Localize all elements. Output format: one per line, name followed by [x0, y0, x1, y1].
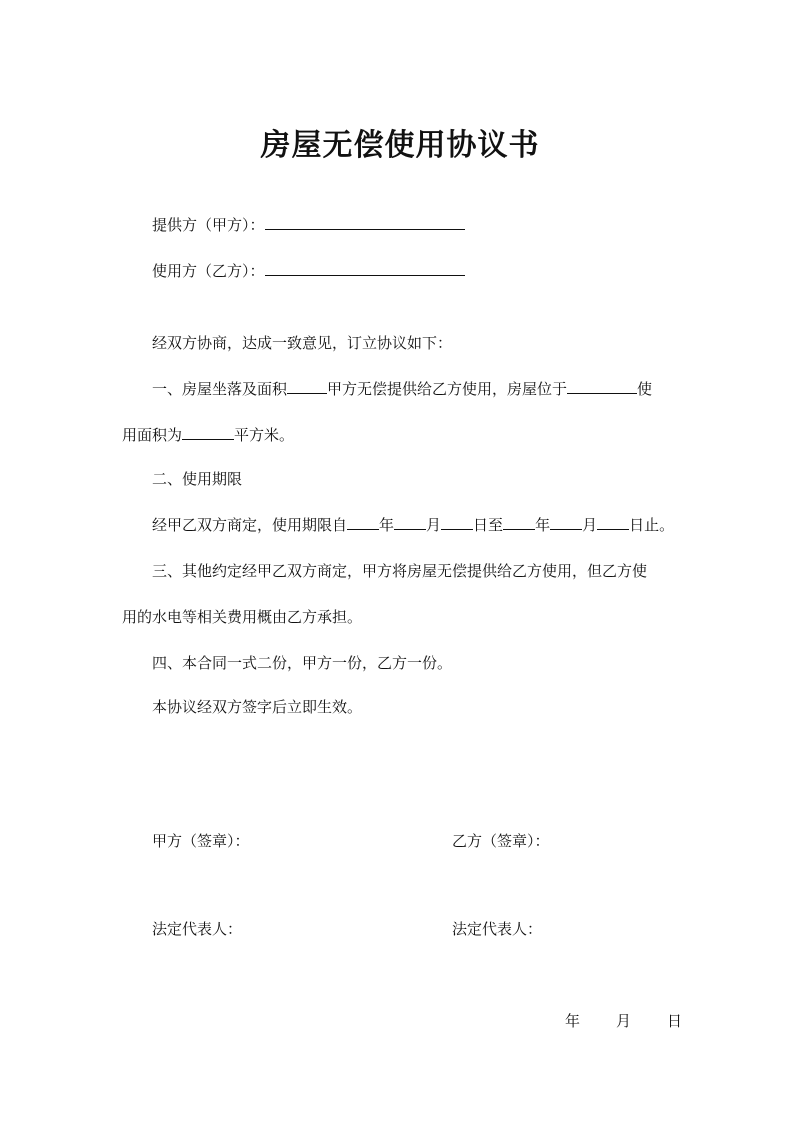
party-a-line — [152, 214, 465, 236]
start-year-blank — [347, 515, 379, 530]
clause2-body — [152, 514, 674, 536]
clause1-part5: 平方米。 — [234, 426, 295, 444]
party-b-rep-label: 法定代表人： — [452, 920, 543, 938]
party-b-line — [152, 260, 465, 282]
location-blank — [567, 379, 637, 394]
start-day-blank — [441, 515, 473, 530]
party-a-rep-label: 法定代表人： — [152, 920, 243, 938]
clause1-part3: 使 — [637, 380, 653, 398]
clause2-heading: 二、使用期限 — [152, 470, 243, 488]
date-year: 年 — [565, 1012, 581, 1030]
date-day: 日 — [667, 1012, 683, 1030]
clause2-year2: 年 — [535, 516, 551, 534]
sqm-blank — [182, 425, 234, 440]
party-b-blank — [265, 261, 465, 276]
clause1-line2 — [122, 424, 294, 446]
party-b-seal-label: 乙方（签章）： — [452, 832, 550, 850]
intro-text: 经双方协商，达成一致意见，订立协议如下： — [152, 334, 453, 352]
clause2-day-end: 日止。 — [629, 516, 675, 534]
clause2-day-to: 日至 — [473, 516, 504, 534]
clause3-line1: 三、其他约定经甲乙双方商定，甲方将房屋无偿提供给乙方使用，但乙方使 — [152, 562, 648, 580]
date-month: 月 — [616, 1012, 632, 1030]
clause4-text: 四、本合同一式二份，甲方一份，乙方一份。 — [152, 654, 453, 672]
party-a-seal-label: 甲方（签章）： — [152, 832, 250, 850]
clause1-line1 — [152, 378, 652, 400]
area-blank — [287, 379, 327, 394]
start-month-blank — [394, 515, 426, 530]
party-a-label: 提供方（甲方）： — [152, 216, 265, 234]
signing-date — [565, 1010, 682, 1032]
clause1-part1: 一、房屋坐落及面积 — [152, 380, 288, 398]
clause2-month1: 月 — [426, 516, 442, 534]
clause2-month2: 月 — [582, 516, 598, 534]
party-b-label: 使用方（乙方）： — [152, 262, 265, 280]
clause2-year1: 年 — [379, 516, 395, 534]
end-month-blank — [550, 515, 582, 530]
document-title: 房屋无偿使用协议书 — [260, 128, 540, 163]
effective-text: 本协议经双方签字后立即生效。 — [152, 698, 363, 716]
end-day-blank — [597, 515, 629, 530]
clause2-part1: 经甲乙双方商定，使用期限自 — [152, 516, 348, 534]
party-a-blank — [265, 215, 465, 230]
clause1-part4: 用面积为 — [122, 426, 183, 444]
clause1-part2: 甲方无偿提供给乙方使用，房屋位于 — [327, 380, 568, 398]
clause3-line2: 用的水电等相关费用概由乙方承担。 — [122, 608, 363, 626]
end-year-blank — [503, 515, 535, 530]
